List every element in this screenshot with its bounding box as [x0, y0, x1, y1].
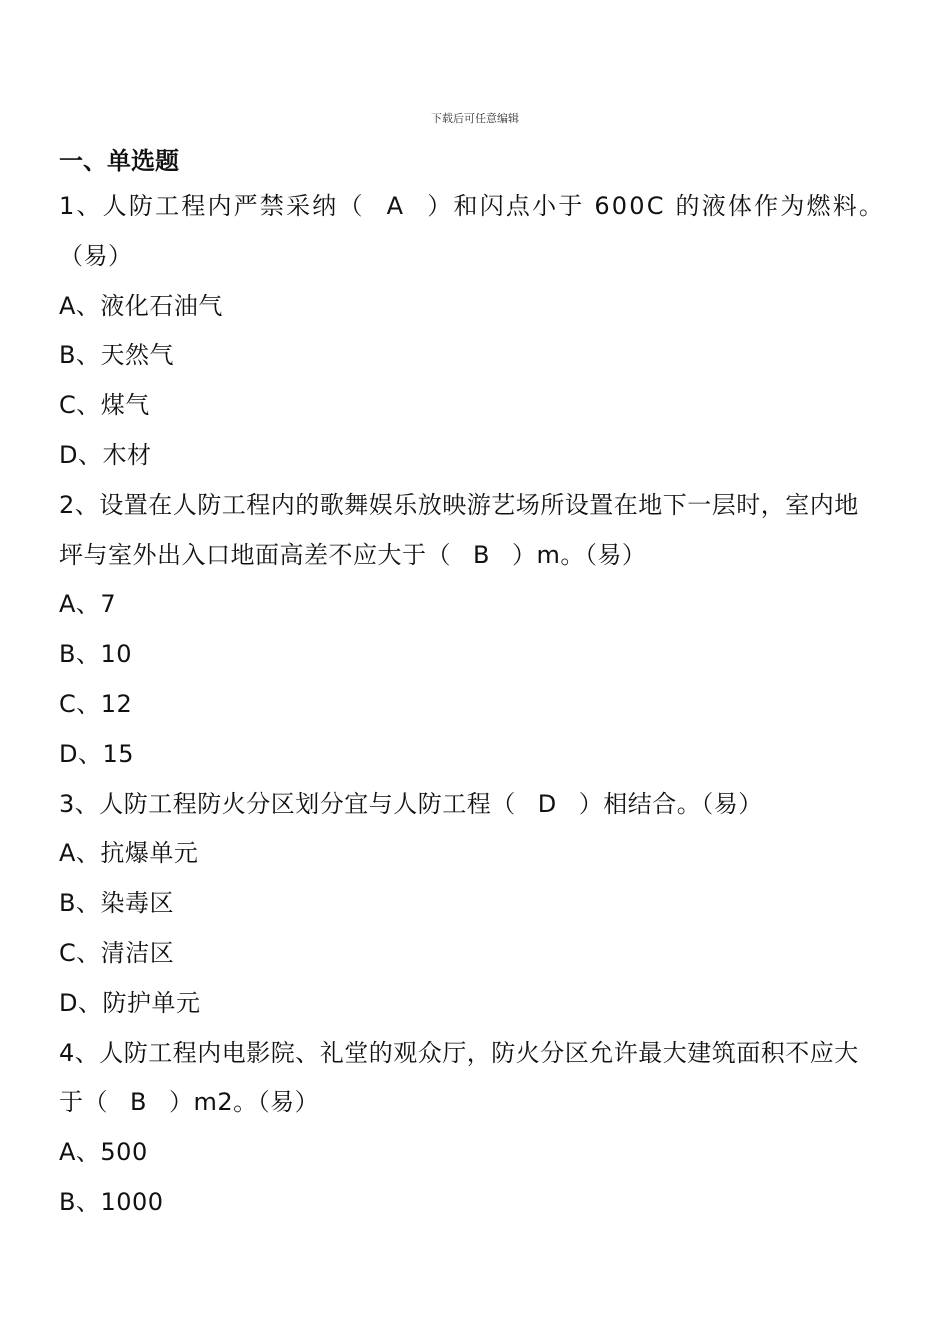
document-body [59, 140, 899, 1228]
question-2-line-1: 2、设置在人防工程内的歌舞娱乐放映游艺场所设置在地下一层时，室内地 [59, 490, 859, 519]
question-3-line-1 [59, 780, 899, 830]
question-1-option-c: C、煤气 [59, 391, 150, 420]
question-2-answer: B [473, 540, 490, 569]
question-4-line-2 [59, 1078, 899, 1128]
question-2-option-c: C、12 [59, 689, 133, 718]
question-1-stem-after: ）和闪点小于 600C 的液体作为燃料。 [427, 192, 886, 220]
question-1-option-b: B、天然气 [59, 341, 174, 370]
question-3-option-d: D、防护单元 [59, 988, 201, 1017]
question-2-option-b: B、10 [59, 640, 133, 669]
question-2-line-2 [59, 531, 899, 581]
question-1-stem-before: 1、人防工程内严禁采纳（ [59, 192, 365, 220]
question-2-option-a: A、7 [59, 590, 117, 619]
header-note: 下载后可任意编辑 [431, 112, 519, 125]
question-3-option-a: A、抗爆单元 [59, 839, 199, 868]
question-3-option-b: B、染毒区 [59, 889, 174, 918]
question-3-answer: D [537, 789, 557, 818]
question-4-stem-before: 于（ [59, 1088, 108, 1117]
question-1-line-1 [59, 182, 899, 232]
question-2-stem-after: ）m。（易） [511, 540, 647, 569]
question-1-answer: A [386, 192, 406, 220]
question-2-stem-before: 坪与室外出入口地面高差不应大于（ [59, 540, 451, 569]
question-2-option-d: D、15 [59, 739, 135, 768]
question-1-option-d: D、木材 [59, 440, 152, 469]
question-1 [59, 182, 899, 481]
question-4 [59, 1029, 899, 1228]
question-1-option-a: A、液化石油气 [59, 291, 223, 320]
question-4-option-b: B、1000 [59, 1187, 164, 1216]
question-1-line-2: （易） [59, 241, 133, 270]
question-2 [59, 481, 899, 780]
question-3-option-c: C、清洁区 [59, 938, 175, 967]
question-3-stem-after: ）相结合。（易） [578, 789, 763, 818]
question-3 [59, 780, 899, 1029]
section-title: 一、单选题 [59, 147, 179, 175]
question-4-answer: B [130, 1088, 147, 1117]
question-4-stem-after: ）m2。（易） [168, 1088, 320, 1117]
question-4-line-1: 4、人防工程内电影院、礼堂的观众厅，防火分区允许最大建筑面积不应大 [59, 1038, 859, 1067]
question-3-stem-before: 3、人防工程防火分区划分宜与人防工程（ [59, 789, 516, 818]
question-4-option-a: A、500 [59, 1138, 148, 1167]
